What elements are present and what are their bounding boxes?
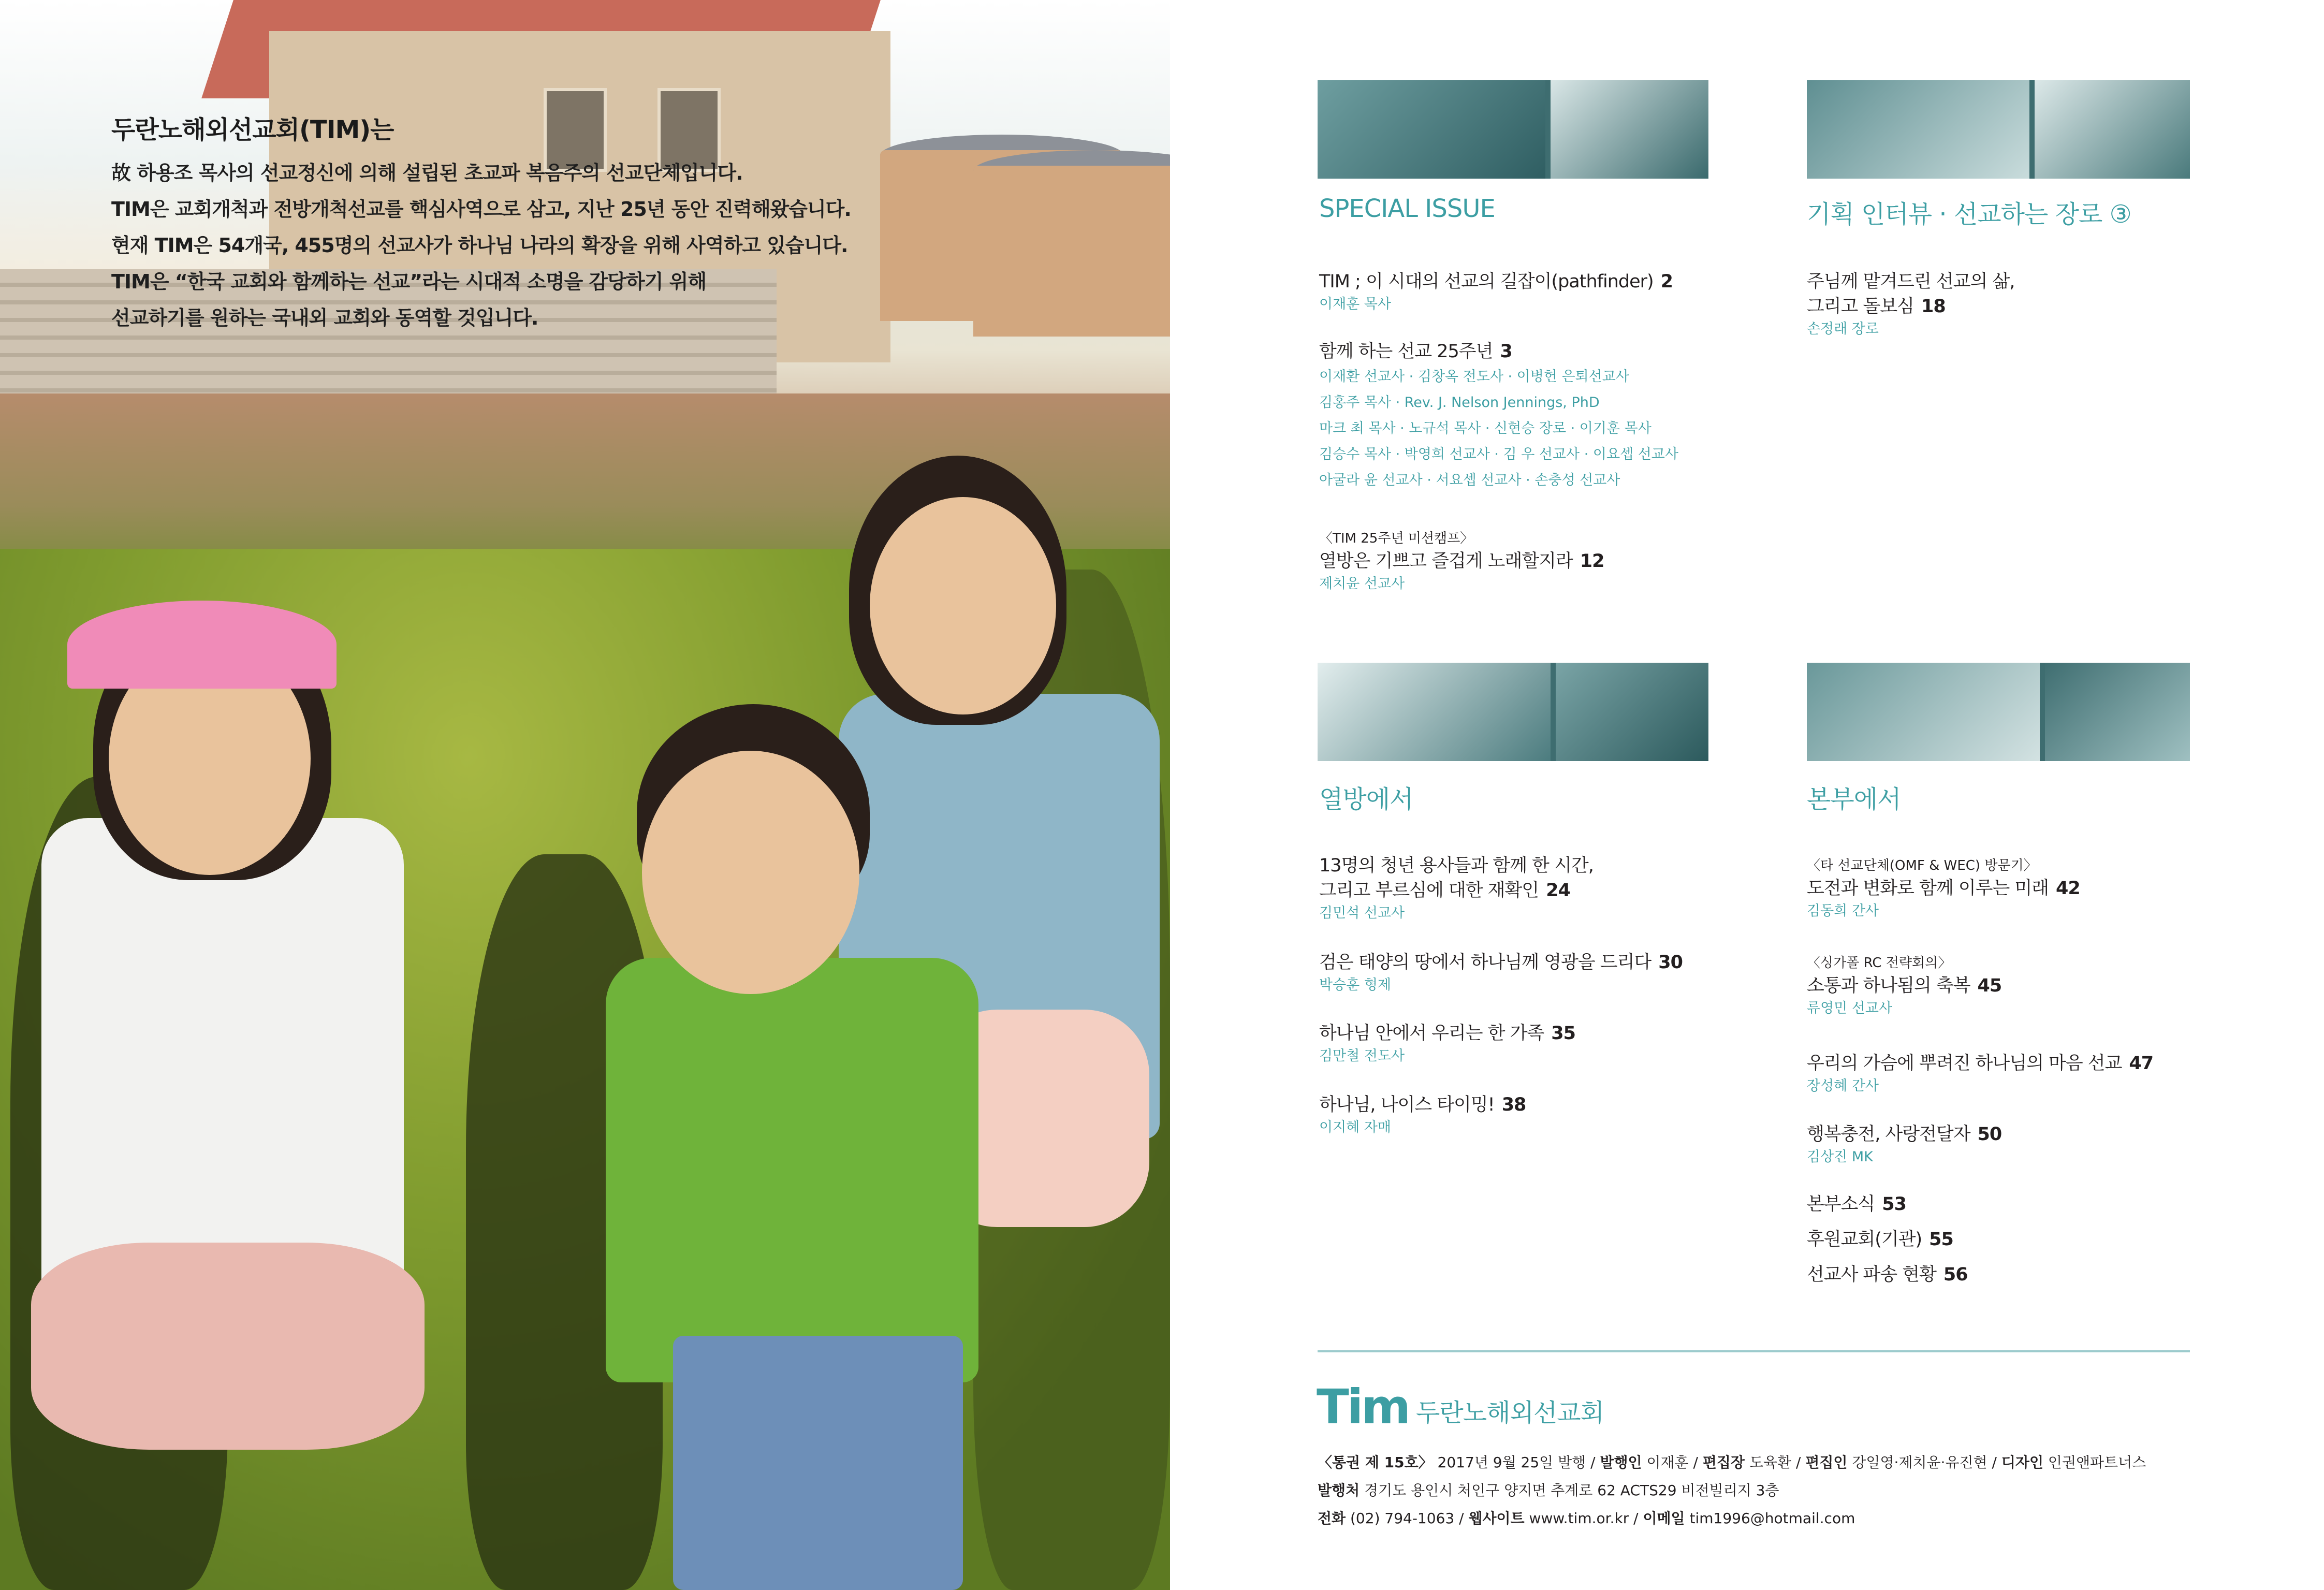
section-title-nations: 열방에서 bbox=[1319, 785, 1413, 814]
entry-title: 검은 태양의 땅에서 하나님께 영광을 드리다 bbox=[1319, 952, 1651, 973]
entry-author: 손정래 장로 bbox=[1807, 321, 1879, 337]
interview-photo bbox=[1807, 80, 2190, 179]
colophon-value: 이재훈 / bbox=[1642, 1454, 1703, 1471]
page-number: 45 bbox=[1977, 975, 2002, 996]
entry-author: 아굴라 윤 선교사 · 서요셉 선교사 · 손충성 선교사 bbox=[1319, 472, 1620, 488]
colophon-label: 이메일 bbox=[1643, 1510, 1685, 1527]
entry-author: 김홍주 목사 · Rev. J. Nelson Jennings, PhD bbox=[1319, 395, 1600, 411]
boy-jeans bbox=[673, 1336, 963, 1590]
page-number: 47 bbox=[2129, 1053, 2154, 1074]
colophon-value: 경기도 용인시 처인구 양지면 추계로 62 ACTS29 비전빌리지 3층 bbox=[1360, 1482, 1779, 1499]
entry-title: 선교사 파송 현황 bbox=[1807, 1264, 1936, 1285]
toc-entry[interactable] bbox=[1807, 1122, 2001, 1168]
page-number: 50 bbox=[1977, 1124, 2002, 1145]
page-number: 53 bbox=[1882, 1194, 1906, 1215]
entry-author: 장성혜 간사 bbox=[1807, 1078, 1879, 1094]
email-link[interactable]: tim1996@hotmail.com bbox=[1685, 1510, 1855, 1527]
toc-entry[interactable] bbox=[1807, 953, 2001, 1019]
website-link[interactable]: www.tim.or.kr / bbox=[1524, 1510, 1643, 1527]
entry-title: 우리의 가슴에 뿌려진 하나님의 마음 선교 bbox=[1807, 1053, 2122, 1074]
entry-title: 하나님 안에서 우리는 한 가족 bbox=[1319, 1023, 1544, 1044]
intro-title: 두란노해외선교회(TIM)는 bbox=[111, 115, 394, 144]
colophon-value: 2017년 9월 25일 발행 / bbox=[1433, 1454, 1600, 1471]
entry-title: 함께 하는 선교 25주년 bbox=[1319, 341, 1493, 362]
page-number: 38 bbox=[1501, 1095, 1526, 1115]
entry-author: 이재환 선교사 · 김창옥 전도사 · 이병헌 은퇴선교사 bbox=[1319, 369, 1629, 385]
toc-entry[interactable] bbox=[1319, 950, 1683, 996]
entry-title: 후원교회(기관) bbox=[1807, 1229, 1922, 1250]
section-title-hq: 본부에서 bbox=[1807, 785, 1901, 814]
toc-entry[interactable] bbox=[1319, 528, 1604, 594]
entry-author: 김동희 간사 bbox=[1807, 903, 1879, 919]
toc-entry[interactable] bbox=[1807, 1262, 1968, 1287]
colophon-value: 인권앤파트너스 bbox=[2043, 1454, 2146, 1471]
entry-author: 이지혜 자매 bbox=[1319, 1119, 1391, 1135]
intro-text-block bbox=[111, 110, 940, 336]
entry-author: 박승훈 형제 bbox=[1319, 977, 1391, 993]
intro-line: 현재 TIM은 54개국, 455명의 선교사가 하나님 나라의 확장을 위해 사역하고 있습니다. bbox=[111, 234, 848, 257]
toc-entry[interactable] bbox=[1807, 269, 2014, 340]
toc-entry[interactable] bbox=[1319, 339, 1678, 493]
org-name: 두란노해외선교회 bbox=[1416, 1398, 1604, 1427]
toc-entry[interactable] bbox=[1807, 1051, 2153, 1097]
section-title-special: SPECIAL ISSUE bbox=[1319, 194, 1495, 223]
entry-title: 주님께 맡겨드린 선교의 삶, bbox=[1807, 271, 2015, 292]
colophon-line-2 bbox=[1318, 1477, 2146, 1505]
entry-author: 제치윤 선교사 bbox=[1319, 576, 1405, 592]
entry-author: 김승수 목사 · 박영희 선교사 · 김 우 선교사 · 이요셉 선교사 bbox=[1319, 446, 1678, 462]
page-number: 18 bbox=[1921, 296, 1946, 317]
boy-shirt bbox=[606, 958, 978, 1382]
entry-prefix: 〈싱가폴 RC 전략회의〉 bbox=[1807, 955, 1952, 971]
entry-title: 그리고 돌보심 bbox=[1807, 296, 1914, 317]
toc-entry[interactable] bbox=[1319, 1092, 1526, 1138]
entry-title: 도전과 변화로 함께 이루는 미래 bbox=[1807, 878, 2049, 899]
toc-entry[interactable] bbox=[1807, 1192, 1906, 1217]
colophon-label: 편집인 bbox=[1805, 1454, 1848, 1471]
hq-photo bbox=[1807, 663, 2190, 761]
entry-title: 행복충전, 사랑전달자 bbox=[1807, 1124, 1970, 1145]
special-issue-photo bbox=[1318, 80, 1708, 179]
colophon-label: 발행처 bbox=[1318, 1482, 1360, 1499]
entry-title: TIM ; 이 시대의 선교의 길잡이(pathfinder) bbox=[1319, 271, 1654, 292]
pink-visor bbox=[67, 601, 337, 689]
page-number: 3 bbox=[1500, 341, 1512, 362]
entry-title: 하나님, 나이스 타이밍! bbox=[1319, 1095, 1495, 1115]
page-number: 2 bbox=[1660, 271, 1673, 292]
entry-title: 13명의 청년 용사들과 함께 한 시간, bbox=[1319, 855, 1594, 876]
colophon-label: 디자인 bbox=[2001, 1454, 2043, 1471]
page-number: 55 bbox=[1929, 1229, 1953, 1250]
colophon-value: 도육환 / bbox=[1745, 1454, 1806, 1471]
colophon-line-1 bbox=[1318, 1449, 2146, 1477]
intro-line: TIM은 “한국 교회와 함께하는 선교”라는 시대적 소명을 감당하기 위해 bbox=[111, 270, 707, 293]
section-title-interview: 기획 인터뷰 · 선교하는 장로 ③ bbox=[1807, 200, 2131, 229]
colophon-label: 전화 bbox=[1318, 1510, 1346, 1527]
nations-photo bbox=[1318, 663, 1708, 761]
colophon-label: 웹사이트 bbox=[1468, 1510, 1525, 1527]
page-number: 12 bbox=[1580, 551, 1604, 572]
entry-author: 김민석 선교사 bbox=[1319, 905, 1405, 921]
entry-title: 소통과 하나됨의 축복 bbox=[1807, 975, 1970, 996]
entry-prefix: 〈TIM 25주년 미션캠프〉 bbox=[1319, 531, 1474, 546]
intro-line: 故 하용조 목사의 선교정신에 의해 설립된 초교파 복음주의 선교단체입니다. bbox=[111, 162, 743, 184]
colophon-value: (02) 794-1063 / bbox=[1346, 1510, 1469, 1527]
colophon bbox=[1318, 1449, 2146, 1533]
toc-entry[interactable] bbox=[1807, 1227, 1953, 1252]
yurt bbox=[973, 166, 1170, 337]
toc-entry[interactable] bbox=[1319, 269, 1673, 315]
colophon-label: 〈통권 제 15호〉 bbox=[1318, 1454, 1433, 1471]
intro-line: TIM은 교회개척과 전방개척선교를 핵심사역으로 삼고, 지난 25년 동안 진력해왔습니다. bbox=[111, 198, 851, 221]
girl-right-face bbox=[870, 497, 1056, 714]
girl-left-skirt bbox=[31, 1243, 425, 1450]
entry-title: 열방은 기쁘고 즐겁게 노래할지라 bbox=[1319, 551, 1573, 572]
colophon-label: 편집장 bbox=[1702, 1454, 1745, 1471]
toc-entry[interactable] bbox=[1807, 855, 2080, 922]
entry-author: 이재훈 목사 bbox=[1319, 296, 1391, 312]
footer-divider bbox=[1318, 1350, 2190, 1352]
entry-author: 김만철 전도사 bbox=[1319, 1048, 1405, 1064]
tim-logo: Tim bbox=[1317, 1379, 1409, 1435]
entry-prefix: 〈타 선교단체(OMF & WEC) 방문기〉 bbox=[1807, 858, 2037, 873]
page-number: 24 bbox=[1546, 880, 1570, 901]
intro-line: 선교하기를 원하는 국내외 교회와 동역할 것입니다. bbox=[111, 307, 538, 329]
colophon-label: 발행인 bbox=[1600, 1454, 1642, 1471]
page-number: 56 bbox=[1943, 1264, 1968, 1285]
toc-entry[interactable] bbox=[1319, 853, 1594, 924]
entry-title: 그리고 부르심에 대한 재확인 bbox=[1319, 880, 1539, 901]
entry-title: 본부소식 bbox=[1807, 1194, 1875, 1215]
page-number: 30 bbox=[1658, 952, 1683, 973]
toc-entry[interactable] bbox=[1319, 1021, 1575, 1067]
colophon-line-3 bbox=[1318, 1505, 2146, 1533]
entry-author: 김상진 MK bbox=[1807, 1149, 1873, 1165]
page-number: 35 bbox=[1551, 1023, 1575, 1044]
colophon-value: 강일영·제치윤·유진현 / bbox=[1847, 1454, 2001, 1471]
entry-author: 마크 최 목사 · 노규석 목사 · 신현승 장로 · 이기훈 목사 bbox=[1319, 420, 1651, 436]
page-number: 42 bbox=[2056, 878, 2080, 899]
entry-author: 류영민 선교사 bbox=[1807, 1000, 1893, 1016]
boy-face bbox=[642, 751, 859, 994]
